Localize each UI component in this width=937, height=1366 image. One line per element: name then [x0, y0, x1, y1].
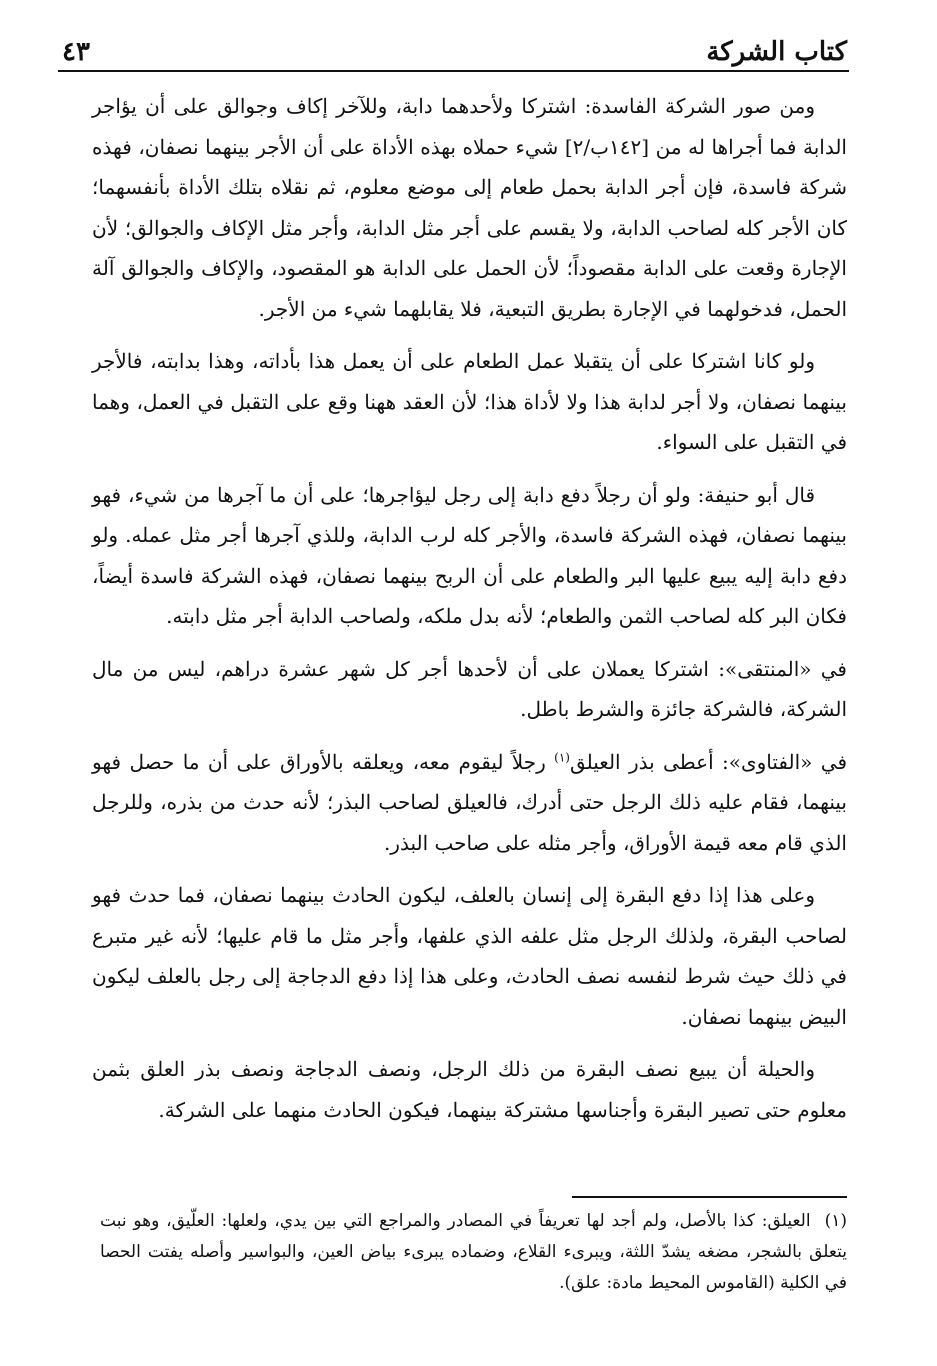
- paragraph-lead: في «الفتاوى»: أعطى بذر العيلق: [569, 749, 847, 774]
- book-title: كتاب الشركة: [706, 37, 847, 67]
- paragraph-continuation: رجلاً ليقوم معه، ويعلقه بالأوراق على أن ما حصل فهو بينهما، فقام عليه ذلك الرجل حتى أدرك، فالعيلق لصاحب البذر؛ لأنه حدث من بذره، وللرجل الذي قام معه قيمة الأوراق، وأجر مثله على صاحب البذر.: [92, 749, 847, 855]
- page-number: ٤٣: [62, 37, 90, 67]
- footnote-reference[interactable]: (١): [554, 749, 570, 764]
- paragraph: في «المنتقى»: اشتركا يعملان على أن لأحدها أجر كل شهر عشرة دراهم، ليس من مال الشركة، فالشركة جائزة والشرط باطل.: [92, 656, 847, 721]
- footnote: [100, 1206, 847, 1299]
- paragraph: ولو كانا اشتركا على أن يتقبلا عمل الطعام على أن يعمل هذا بأداته، وهذا بدابته، فالأجر بينهما نصفان، ولا أجر لدابة هذا ولا لأداة هذا؛ لأن العقد ههنا وقع على التقبل في العمل، وهما في التقبل على السواء.: [92, 349, 847, 454]
- footnote-text: العيلق: كذا بالأصل، ولم أجد لها تعريفاً في المصادر والمراجع التي بين يدي، ولعلها: العلّيق، وهو نبت يتعلق بالشجر، مضغه يشدّ اللثة، ويبرىء القلاع، وضماده يبرىء بياض العين، والبواسير وأصله يفتت الحصا في الكلية (القاموس المحيط مادة: علق).: [100, 1211, 847, 1293]
- header-rule: [58, 70, 849, 72]
- running-head: [62, 28, 847, 68]
- paragraph: قال أبو حنيفة: ولو أن رجلاً دفع دابة إلى رجل ليؤاجرها؛ على أن ما آجرها من شيء، فهو بينهما نصفان، فهذه الشركة فاسدة، والأجر كله لرب الدابة، وللذي آجرها أجر مثل عمله. ولو دفع دابة إليه يبيع عليها البر والطعام على أن الربح بينهما نصفان، فهذه الشركة فاسدة أيضاً، فكان البر كله لصاحب الثمن والطعام؛ لأنه بدل ملكه، ولصاحب الدابة أجر مثل دابته.: [92, 482, 847, 628]
- main-text: [92, 86, 847, 1142]
- paragraph: والحيلة أن يبيع نصف البقرة من ذلك الرجل، ونصف الدجاجة ونصف بذر العلق بثمن معلوم حتى تصير البقرة وأجناسها مشتركة بينهما، فيكون الحادث منهما على الشركة.: [92, 1057, 847, 1122]
- paragraph: ومن صور الشركة الفاسدة: اشتركا ولأحدهما دابة، وللآخر إكاف وجوالق على أن يؤاجر الدابة فما أجراها له من [١٤٢ب/٢] شيء حملاه بهذه الأداة على أن الأجر بينهما نصفان، فهذه شركة فاسدة، فإن أجر الدابة بحمل طعام إلى موضع معلوم، ثم نقلاه بتلك الأداة بأنفسهما؛ كان الأجر كله لصاحب الدابة، ولا يقسم على أجر مثل الدابة، وأجر مثل الإكاف والجوالق؛ لأن الإجارة وقعت على الدابة مقصوداً؛ لأن الحمل على الدابة هو المقصود، والإكاف والجوالق آلة الحمل، فدخولهما في الإجارة بطريق التبعية، فلا يقابلهما شيء من الأجر.: [92, 94, 847, 321]
- footnote-mark: (١): [824, 1211, 847, 1231]
- paragraph: وعلى هذا إذا دفع البقرة إلى إنسان بالعلف، ليكون الحادث بينهما نصفان، فما حدث فهو لصاحب البقرة، ولذلك الرجل مثل علفه الذي علفها، وأجر مثل ما قام عليها؛ لأنه غير متبرع في ذلك حيث شرط لنفسه نصف الحادث، وعلى هذا إذا دفع الدجاجة إلى رجل بالعلف ليكون البيض بينهما نصفان.: [92, 883, 847, 1029]
- footnote-rule: [572, 1196, 847, 1198]
- paragraph: [92, 742, 847, 864]
